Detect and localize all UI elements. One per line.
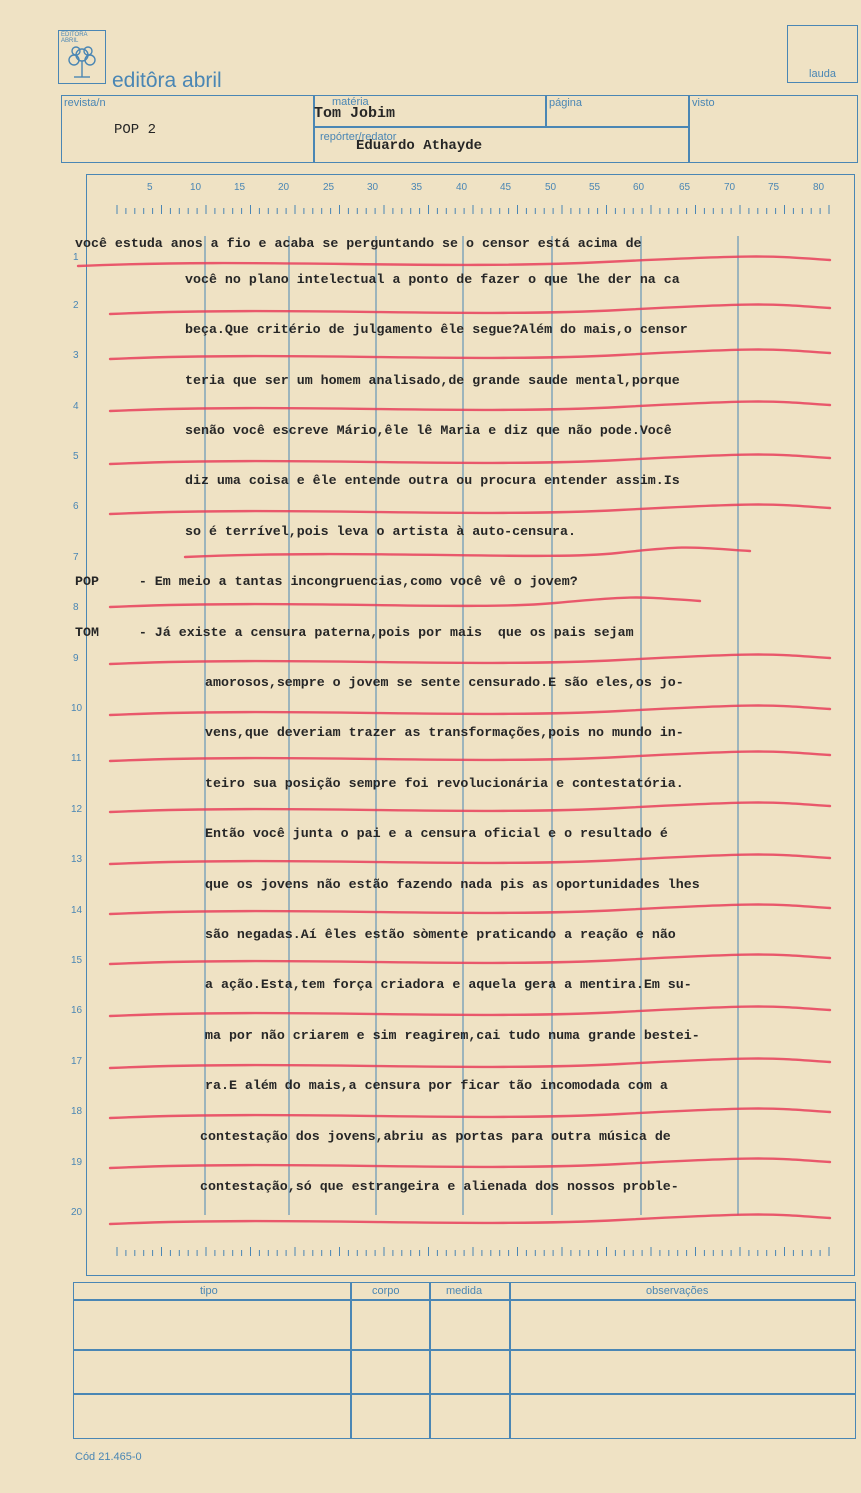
ruler-tick: 65 [679,182,691,193]
corpo-label: corpo [372,1285,400,1297]
text-line: diz uma coisa e êle entende outra ou procura entender assim.Is [185,473,680,488]
row-number: 20 [71,1207,83,1218]
ruler-tick: 45 [500,182,512,193]
text-line: você no plano intelectual a ponto de fazer o que lhe der na ca [185,272,680,287]
text-line: ma por não criarem e sim reagirem,cai tudo numa grande bestei- [205,1028,700,1043]
visto-label: visto [692,97,715,109]
medida-label: medida [446,1285,483,1297]
text-line: são negadas.Aí êles estão sòmente praticando a reação e não [205,927,676,942]
ruler-tick: 40 [456,182,468,193]
revista-value: POP 2 [114,122,157,138]
row-number: 14 [71,905,83,916]
row-number: 16 [71,1005,83,1016]
text-line: teiro sua posição sempre foi revolucionária e contestatória. [205,776,684,791]
text-line: a ação.Esta,tem força criadora e aquela gera a mentira.Em su- [205,977,692,992]
ruler-tick: 35 [411,182,423,193]
row-number: 18 [71,1106,83,1117]
row-number: 12 [71,804,83,815]
text-line: contestação dos jovens,abriu as portas para outra música de [200,1129,671,1144]
materia-label: matéria [332,96,369,108]
row-number: 15 [71,955,83,966]
footer-form [73,1282,856,1439]
row-number: 5 [73,451,79,462]
ruler-tick: 25 [323,182,335,193]
text-line: ra.E além do mais,a censura por ficar tão incomodada com a [205,1078,668,1093]
row-number: 7 [73,552,79,563]
ruler-tick: 80 [813,182,825,193]
text-line: teria que ser um homem analisado,de grande saude mental,porque [185,373,680,388]
ruler-tick: 60 [633,182,645,193]
reporter-label: repórter/redator [320,131,397,143]
ruler-tick: 50 [545,182,557,193]
lauda-label: lauda [809,68,836,80]
materia-value: Tom Jobim [314,105,396,122]
form-code: Cód 21.465-0 [75,1451,142,1463]
text-line: você estuda anos a fio e acaba se perguntando se o censor está acima de [75,236,642,251]
reporter-value: Eduardo Athayde [356,138,483,154]
text-line: TOM - Já existe a censura paterna,pois por mais que os pais sejam [75,625,634,640]
row-number: 10 [71,703,83,714]
row-number: 2 [73,300,79,311]
logo-text: EDITORA ABRIL [61,32,88,44]
brand-name: editôra abril [112,69,222,92]
text-line: so é terrível,pois leva o artista à auto-censura. [185,524,576,539]
text-line: que os jovens não estão fazendo nada pis as oportunidades lhes [205,877,700,892]
row-number: 11 [71,753,82,764]
text-line: Então você junta o pai e a censura oficial e o resultado é [205,826,668,841]
tipo-label: tipo [200,1285,218,1297]
text-line: vens,que deveriam trazer as transformações,pois no mundo in- [205,725,684,740]
observacoes-label: observações [646,1285,709,1297]
row-number: 9 [73,653,79,664]
ruler-tick: 5 [147,182,153,193]
ruler-tick: 55 [589,182,601,193]
text-line: POP - Em meio a tantas incongruencias,como você vê o jovem? [75,574,578,589]
revista-label: revista/n [64,97,106,109]
ruler-tick: 15 [234,182,246,193]
ruler-tick: 70 [724,182,736,193]
ruler-tick: 10 [190,182,202,193]
row-number: 8 [73,602,79,613]
row-number: 4 [73,401,79,412]
ruler-tick: 75 [768,182,780,193]
row-number: 19 [71,1157,83,1168]
text-line: senão você escreve Mário,êle lê Maria e diz que não pode.Você [185,423,672,438]
text-line: beça.Que critério de julgamento êle segue?Além do mais,o censor [185,322,688,337]
ruler-tick: 20 [278,182,290,193]
pagina-label: página [549,97,583,109]
text-line: contestação,só que estrangeira e alienada dos nossos proble- [200,1179,679,1194]
row-number: 17 [71,1056,83,1067]
ruler-tick: 30 [367,182,379,193]
text-line: amorosos,sempre o jovem se sente censurado.E são eles,os jo- [205,675,684,690]
row-number: 3 [73,350,79,361]
row-number: 6 [73,501,79,512]
row-number: 13 [71,854,83,865]
row-number: 1 [73,252,79,263]
